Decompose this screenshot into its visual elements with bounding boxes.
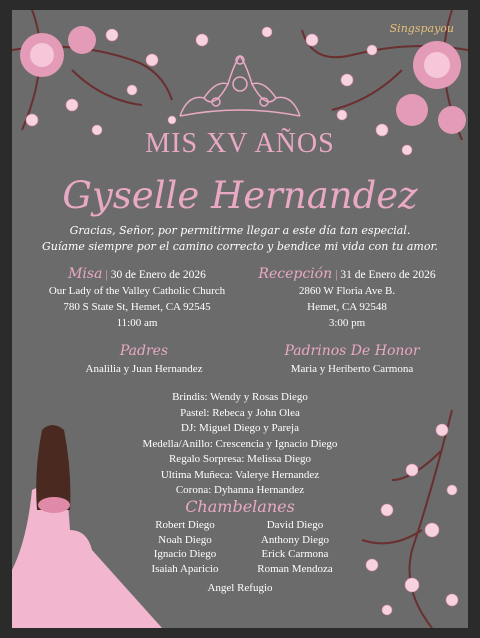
padrinos-heading: Padrinos De Honor — [284, 343, 420, 359]
chambelan-name: Noah Diego — [158, 533, 212, 546]
misa-details: Misa | 30 de Enero de 2026 Our Lady of the Valley Catholic Church 780 S State St, Hemet, CA 92545 11:00 am — [32, 266, 242, 331]
recepcion-address: 2860 W Floria Ave B. — [298, 285, 396, 297]
chambelan-name: Erick Carmona — [261, 548, 329, 561]
tiara-icon — [174, 50, 306, 124]
chambelan-name: Anthony Diego — [260, 533, 330, 546]
chambelan-name: Isaiah Aparicio — [151, 562, 219, 575]
recepcion-label: Recepción — [258, 266, 333, 282]
chambelan-name: Roman Mendoza — [257, 562, 333, 575]
list-item: DJ: Miguel Diego y Pareja — [181, 422, 299, 434]
watermark: Singspayou — [389, 22, 454, 35]
list-item — [130, 547, 350, 562]
list-item: Corona: Dyhanna Hernandez — [175, 484, 305, 496]
list-item: Ultima Muñeca: Valerye Hernandez — [160, 468, 320, 481]
list-item: Medella/Anillo: Crescencia y Ignacio Diego — [142, 437, 338, 450]
prayer-line-1: Gracias, Señor, por permitirme llegar a este día tan especial. — [69, 224, 411, 237]
misa-label: Misa — [68, 266, 103, 282]
padres-names: Analilia y Juan Hernandez — [85, 363, 203, 375]
chambelanes-heading: Chambelanes — [185, 497, 295, 516]
recepcion-details: Recepción | 31 de Enero de 2026 2860 W Floria Ave B. Hemet, CA 92548 3:00 pm — [238, 266, 456, 331]
padrinos-names: Maria y Heriberto Carmona — [290, 363, 414, 375]
chambelan-name: Robert Diego — [155, 519, 215, 531]
list-item: Regalo Sorpresa: Melissa Diego — [168, 453, 312, 465]
chambelanes-list — [130, 518, 350, 576]
list-item: Brindis: Wendy y Rosas Diego — [172, 391, 308, 403]
misa-date: 30 de Enero de 2026 — [110, 269, 206, 281]
padres-heading: Padres — [119, 343, 169, 359]
recepcion-city: Hemet, CA 92548 — [307, 301, 387, 313]
list-item — [130, 562, 350, 577]
list-item: Pastel: Rebeca y John Olea — [180, 406, 300, 419]
chambelan-name: Ignacio Diego — [153, 548, 217, 561]
recepcion-time: 3:00 pm — [328, 317, 366, 329]
misa-address: 780 S State St, Hemet, CA 92545 — [63, 301, 211, 313]
roles-list — [12, 390, 468, 499]
page-title: MIS XV AÑOS — [145, 128, 335, 159]
list-item — [130, 518, 350, 533]
recepcion-date: 31 de Enero de 2026 — [340, 269, 436, 281]
celebrant-name: Gyselle Hernandez — [62, 174, 418, 217]
prayer-line-2: Guíame siempre por el camino correcto y bendice mi vida con tu amor. — [42, 240, 438, 253]
chambelan-name-last: Angel Refugio — [207, 582, 273, 594]
invitation-card — [12, 10, 468, 628]
chambelan-name: David Diego — [266, 519, 324, 531]
list-item — [130, 533, 350, 548]
misa-time: 11:00 am — [116, 317, 158, 329]
misa-location: Our Lady of the Valley Catholic Church — [48, 285, 226, 297]
